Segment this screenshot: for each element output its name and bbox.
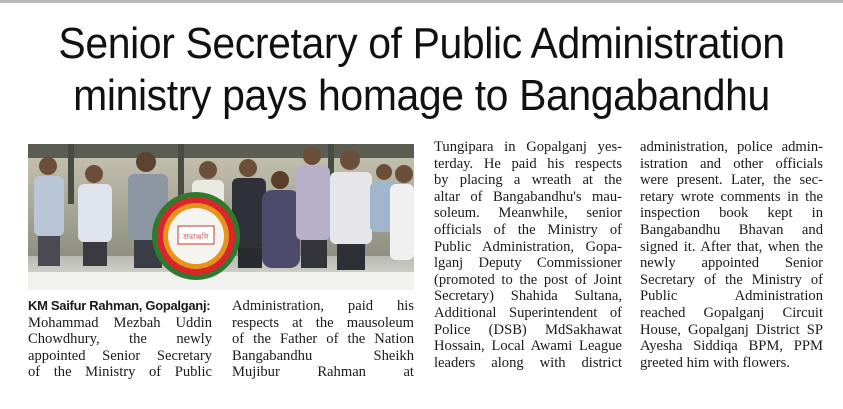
column-1-line: appointed Senior Secretary [28, 347, 212, 364]
column-2-line: Bangabandhu Sheikh [232, 347, 414, 364]
column-1-line: of the Ministry of Public [28, 364, 212, 381]
column-4-line: greeted him with flowers. [640, 354, 790, 371]
column-2-line: Administration, paid his [232, 298, 414, 314]
article-column-2 [232, 298, 414, 381]
column-3-line: Secretary) Shahida Sultana, [434, 288, 622, 305]
column-1-line: Mohammad Mezbah Uddin [28, 314, 212, 331]
column-3-line: Public Administration, Gopa- [434, 238, 622, 255]
column-1-line: Chowdhury, the newly [28, 331, 212, 348]
column-3-line: lganj Deputy Commissioner [434, 255, 622, 272]
column-3-line: by placing a wreath at the [434, 172, 622, 189]
byline: KM Saifur Rahman, Gopalganj: [28, 298, 211, 313]
column-4-line: Bangabandhu Bhavan and [640, 221, 823, 238]
column-3-line: soleum. Meanwhile, senior [434, 205, 622, 222]
column-4-line: retary wrote comments in the [640, 188, 823, 205]
column-4-line: Public Administration [640, 288, 823, 305]
column-2-line: respects at the mausoleum [232, 314, 414, 331]
column-3-line: terday. He paid his respects [434, 155, 622, 172]
column-4-line: newly appointed Senior [640, 255, 823, 272]
column-4-line: signed it. After that, when the [640, 238, 823, 255]
headline-line-2: ministry pays homage to Bangabandhu [73, 71, 770, 120]
article-column-1 [28, 298, 212, 381]
column-2-line: Mujibur Rahman at [232, 364, 414, 381]
column-4-line: reached Gopalganj Circuit [640, 304, 823, 321]
column-3-line: Additional Superintendent of [434, 304, 622, 321]
article-column-3 [434, 139, 622, 371]
column-3-line: leaders along with district [434, 354, 622, 371]
column-3-line: officials of the Ministry of [434, 221, 622, 238]
wreath-label: শ্রদ্ধাঞ্জলি [183, 233, 209, 241]
headline-line-1: Senior Secretary of Public Administration [58, 19, 785, 68]
column-3-line: Police (DSB) MdSakhawat [434, 321, 622, 338]
column-4-line: House, Gopalganj District SP [640, 321, 823, 338]
headline [30, 18, 814, 122]
column-4-line: istration and other officials [640, 155, 823, 172]
column-3-line: altar of Bangabandhu's mau- [434, 188, 622, 205]
column-4-line: were present. Later, the sec- [640, 172, 823, 189]
column-4-line: Ayesha Siddiqa BPM, PPM [640, 338, 823, 355]
wreath-illustration [152, 192, 240, 280]
article-column-4 [640, 139, 823, 371]
column-4-line: inspection book kept in [640, 205, 823, 222]
column-3-line: Hossain, Local Awami League [434, 338, 622, 355]
column-2-line: of the Father of the Nation [232, 331, 414, 348]
top-rule [0, 0, 843, 3]
column-4-line: administration, police admin- [640, 139, 823, 155]
news-photo [28, 144, 414, 290]
column-4-line: Secretary of the Ministry of [640, 271, 823, 288]
column-3-line: Tungipara in Gopalganj yes- [434, 139, 622, 155]
column-3-line: (promoted to the post of Joint [434, 271, 622, 288]
